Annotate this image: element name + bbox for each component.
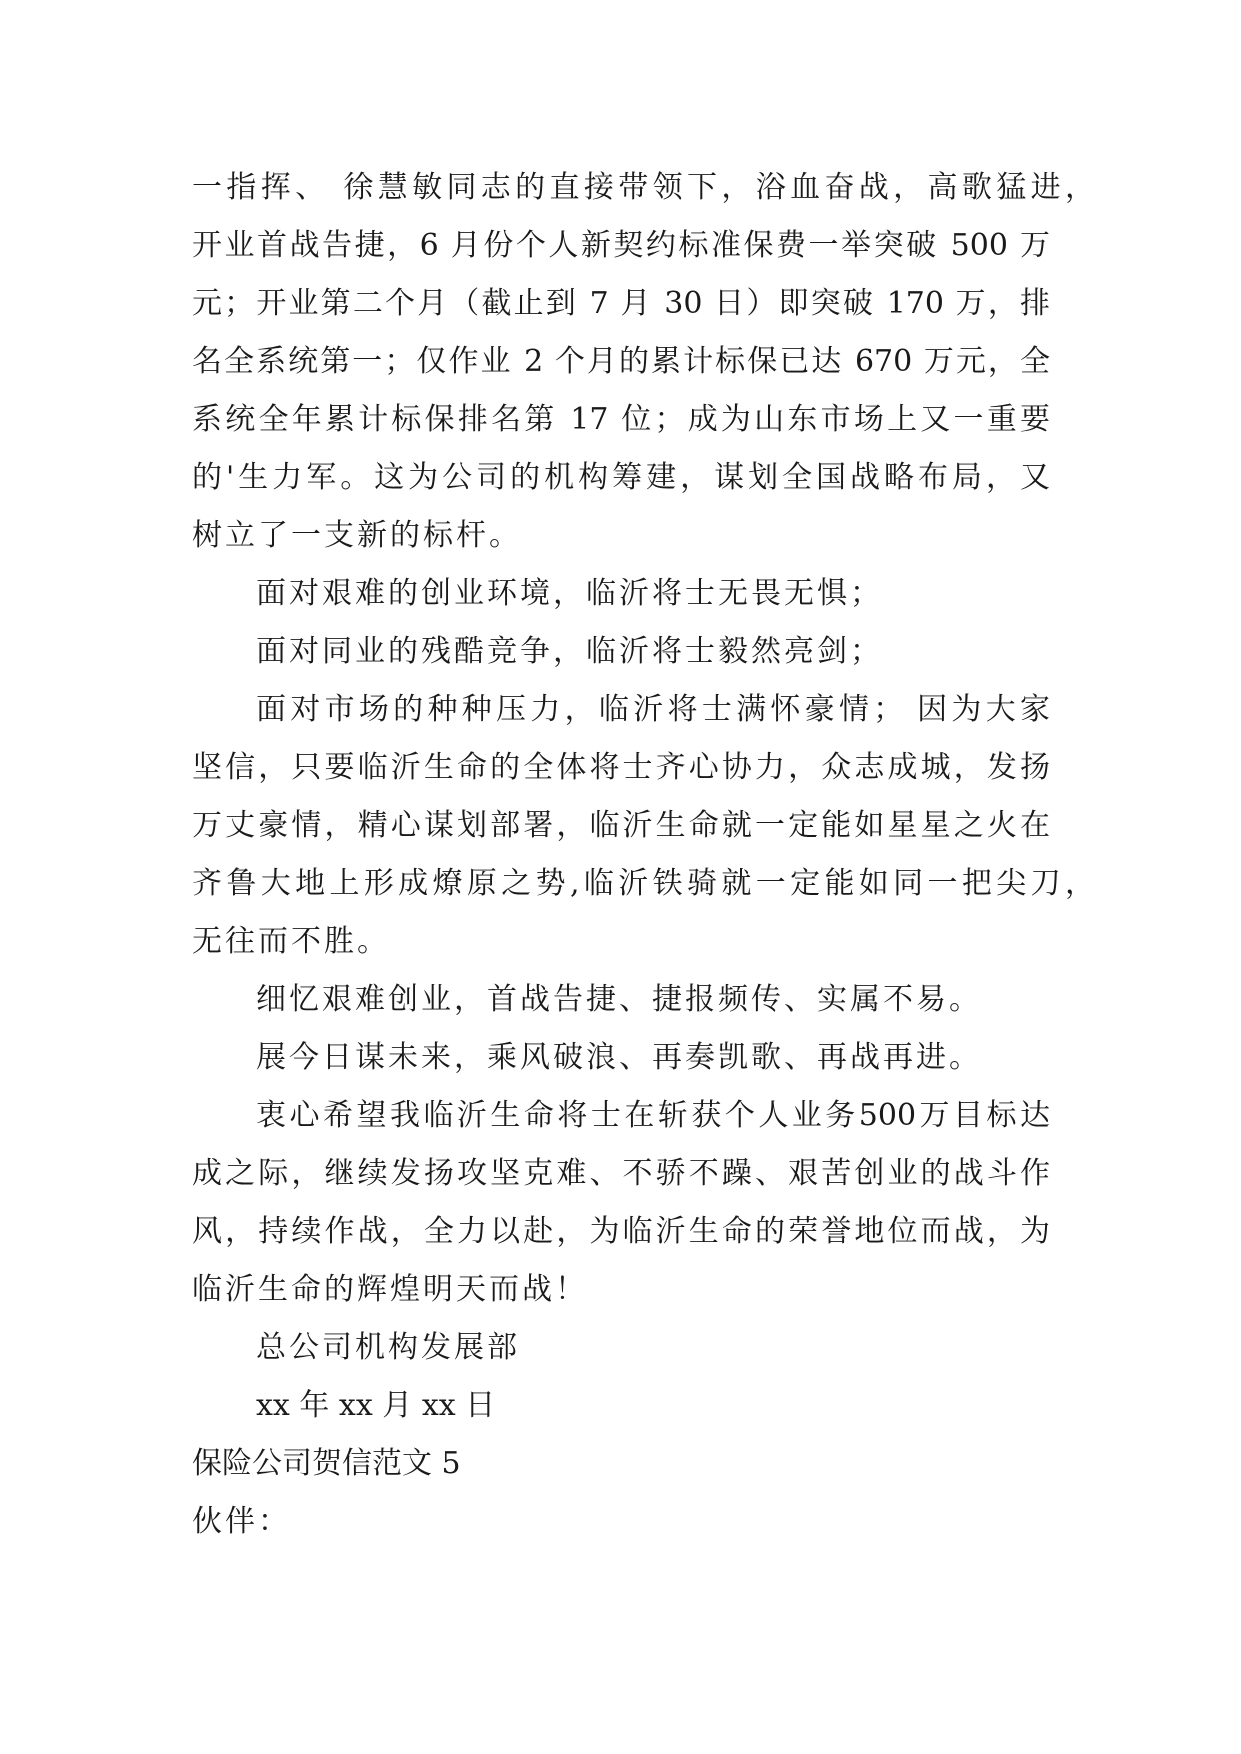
- text-line: 成之际，继续发扬攻坚克难、不骄不躁、艰苦创业的战斗作: [192, 1156, 1050, 1191]
- salutation: 伙伴：: [192, 1504, 291, 1539]
- text-line: 坚信，只要临沂生命的全体将士齐心协力，众志成城，发扬: [192, 750, 1050, 785]
- text-line: 临沂生命的辉煌明天而战！: [192, 1272, 588, 1307]
- text-line: 衷心希望我临沂生命将士在斩获个人业务500万目标达: [256, 1098, 1050, 1133]
- text-line: 无往而不胜。: [192, 924, 390, 959]
- text-line: 面对市场的种种压力，临沂将士满怀豪情； 因为大家: [256, 692, 1050, 727]
- text-line: 细忆艰难创业，首战告捷、捷报频传、实属不易。: [256, 982, 982, 1017]
- text-line: 风，持续作战，全力以赴，为临沂生命的荣誉地位而战，为: [192, 1214, 1050, 1249]
- document-page: [192, 159, 1095, 1551]
- text-line: 系统全年累计标保排名第 17 位；成为山东市场上又一重要: [192, 402, 1050, 437]
- text-line: 一指挥、 徐慧敏同志的直接带领下，浴血奋战，高歌猛进，: [192, 170, 1095, 205]
- text-line: 元；开业第二个月（截止到 7 月 30 日）即突破 170 万，排: [192, 286, 1050, 321]
- text-line: 名全系统第一；仅作业 2 个月的累计标保已达 670 万元，全: [192, 344, 1050, 379]
- text-line: 开业首战告捷，6 月份个人新契约标准保费一举突破 500 万: [192, 228, 1050, 263]
- text-line: 面对同业的残酷竞争，临沂将士毅然亮剑；: [256, 634, 883, 669]
- section-title: 保险公司贺信范文 5: [192, 1446, 461, 1481]
- signature-date: xx 年 xx 月 xx 日: [256, 1388, 496, 1423]
- text-line: 展今日谋未来，乘风破浪、再奏凯歌、再战再进。: [256, 1040, 982, 1075]
- text-line: 齐鲁大地上形成燎原之势,临沂铁骑就一定能如同一把尖刀，: [192, 866, 1095, 901]
- text-line: 的'生力军。这为公司的机构筹建，谋划全国战略布局，又: [192, 460, 1050, 495]
- signature-department: 总公司机构发展部: [256, 1330, 520, 1365]
- text-line: 万丈豪情，精心谋划部署，临沂生命就一定能如星星之火在: [192, 808, 1050, 843]
- text-line: 面对艰难的创业环境，临沂将士无畏无惧；: [256, 576, 883, 611]
- text-line: 树立了一支新的标杆。: [192, 518, 522, 553]
